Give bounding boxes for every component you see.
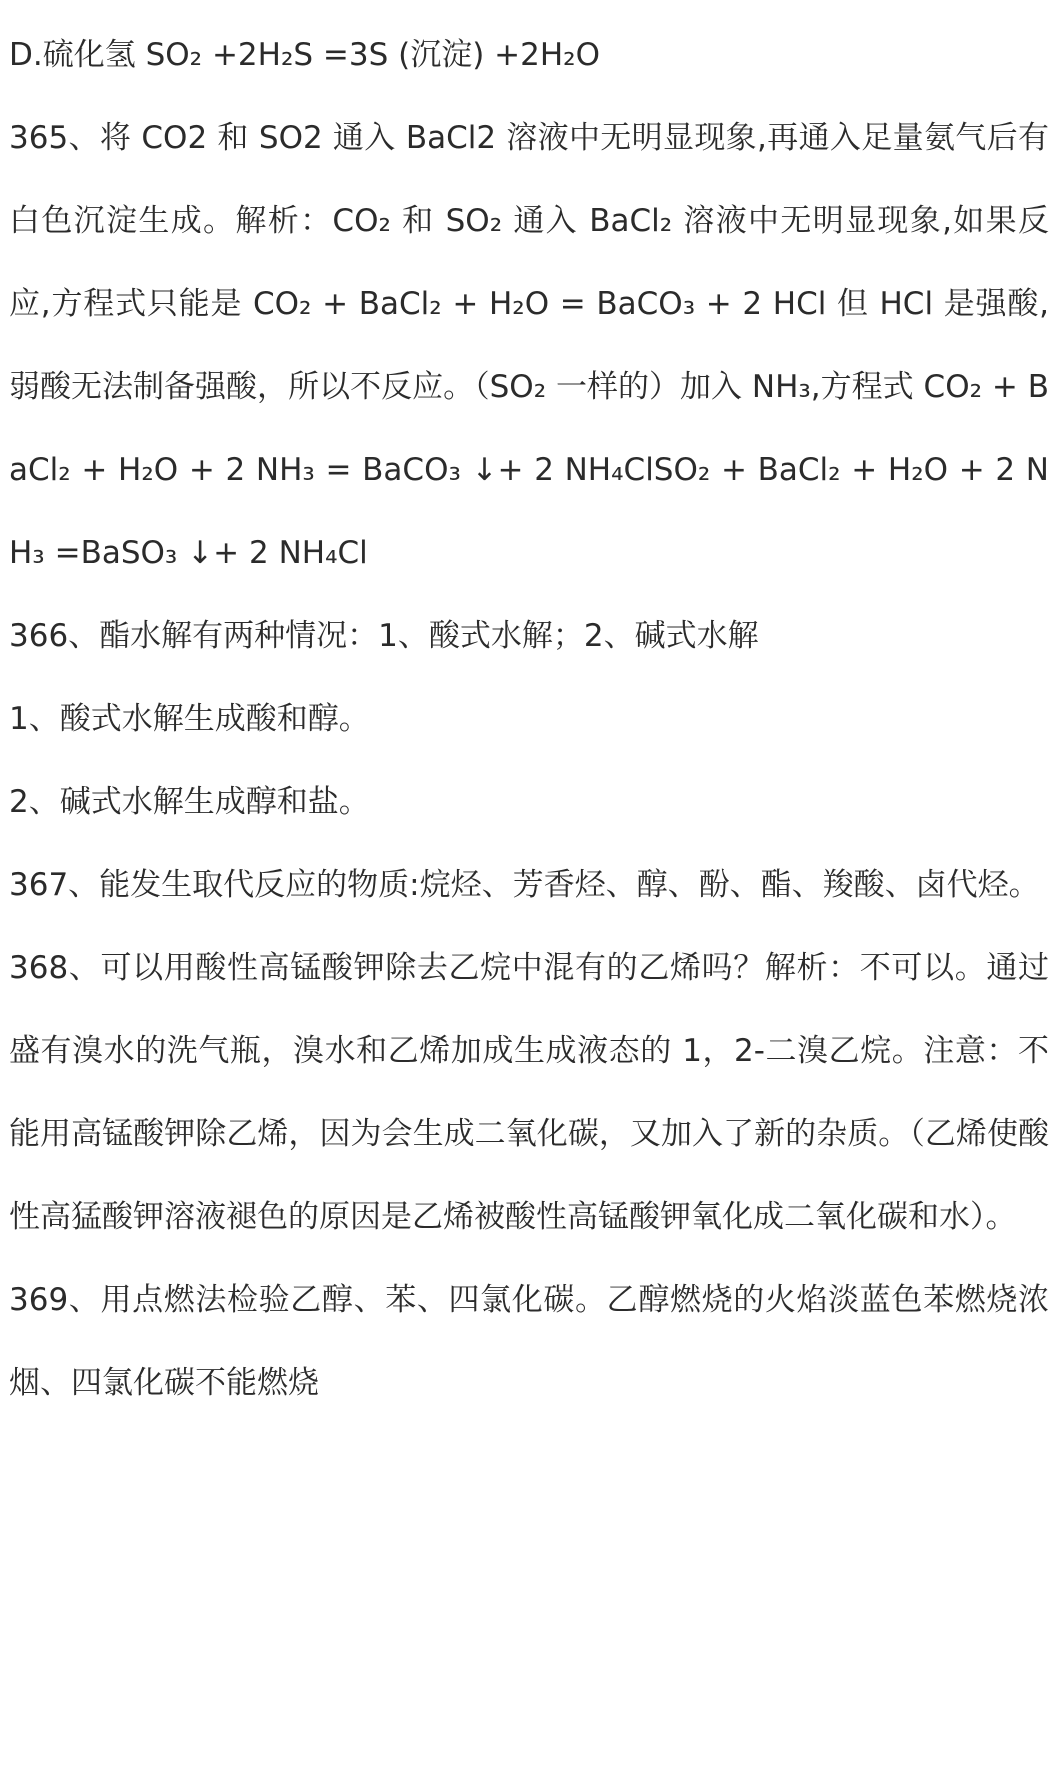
paragraph-367: 367、能发生取代反应的物质:烷烃、芳香烃、醇、酚、酯、羧酸、卤代烃。: [9, 867, 1040, 903]
paragraph-368: 368、可以用酸性高锰酸钾除去乙烷中混有的乙烯吗？解析：不可以。通过盛有溴水的洗气瓶，溴水和乙烯加成生成液态的 1，2-二溴乙烷。注意：不能用高锰酸钾除乙烯，因为会生成二氧化碳，又加入了新的杂质。（乙烯使酸性高猛酸钾溶液褪色的原因是乙烯被酸性高锰酸钾氧化成二氧化碳和水）。: [9, 950, 1049, 1235]
paragraph-366-item-1: 1、酸式水解生成酸和醇。: [9, 701, 370, 737]
paragraph-366-item-2: 2、碱式水解生成醇和盐。: [9, 784, 370, 820]
paragraph-option-d: D.硫化氢 SO₂ +2H₂S =3S (沉淀) +2H₂O: [9, 37, 601, 73]
document-body: [9, 14, 1049, 1425]
paragraph-366: 366、酯水解有两种情况：1、酸式水解；2、碱式水解: [9, 618, 759, 654]
paragraph-369: 369、用点燃法检验乙醇、苯、四氯化碳。乙醇燃烧的火焰淡蓝色苯燃烧浓烟、四氯化碳不能燃烧: [9, 1282, 1049, 1401]
paragraph-365: 365、将 CO2 和 SO2 通入 BaCl2 溶液中无明显现象,再通入足量氨气后有白色沉淀生成。解析：CO₂ 和 SO₂ 通入 BaCl₂ 溶液中无明显现象,如果反应,方程式只能是 CO₂ + BaCl₂ + H₂O = BaCO₃ + 2 HCl 但 HCl 是强酸,弱酸无法制备强酸，所以不反应。（SO₂ 一样的）加入 NH₃,方程式 CO₂ + BaCl₂ + H₂O + 2 NH₃ = BaCO₃ ↓+ 2 NH₄ClSO₂ + BaCl₂ + H₂O + 2 NH₃ =BaSO₃ ↓+ 2 NH₄Cl: [9, 120, 1049, 571]
